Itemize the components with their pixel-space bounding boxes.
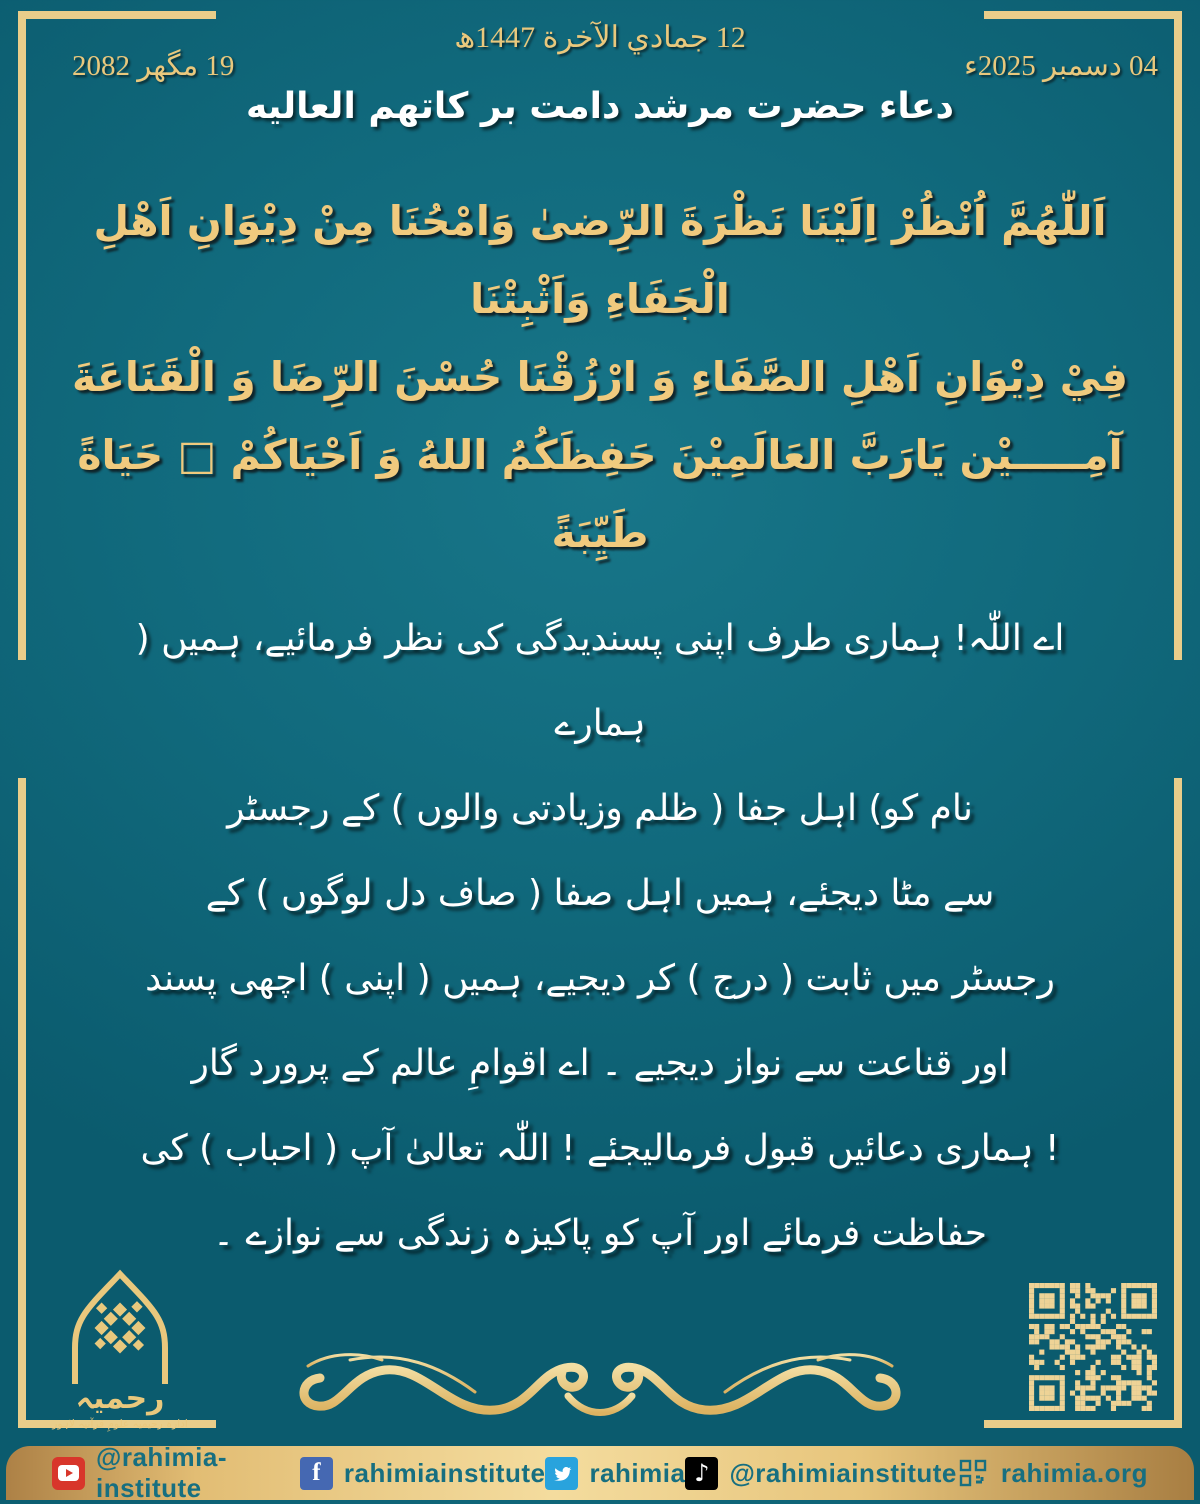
urdu-line: اے اللّٰہ! ہماری طرف اپنی پسندیدگی کی نظر فرمائیے، ہمیں ( ہمارے [135, 618, 1065, 744]
social-label: rahimiainstitute [343, 1457, 546, 1488]
urdu-line: سے مٹا دیجئے، ہمیں اہل صفا ( صاف دل لوگوں ) کے [205, 873, 995, 914]
urdu-line: حفاظت فرمائے اور آپ کو پاکیزہ زندگی سے نوازے ۔ [212, 1213, 988, 1254]
hijri-date: 12 جمادي الآخرة 1447ھ [454, 21, 746, 54]
arabic-line: آمِـــــيْن يَارَبَّ العَالَمِيْنَ حَفِظَكُمُ اللهُ وَ اَحْيَاكُمْ □ حَيَاةً طَيِّبَةً [77, 431, 1123, 557]
tiktok-icon: ♪ [685, 1457, 718, 1490]
qr-web-icon [957, 1457, 990, 1490]
urdu-translation [100, 596, 1100, 1276]
arabic-line: اَللّٰهُمَّ اُنْظُرْ اِلَيْنَا نَظْرَةَ الرِّضىٰ وَامْحُنَا مِنْ دِيْوَانِ اَهْلِ الْجَفَاءِ وَاَثْبِتْنَا [93, 197, 1107, 323]
rahimia-logo [40, 1266, 200, 1442]
urdu-line: رجسٹر میں ثابت ( درج ) کر دیجیے، ہمیں ( اپنی ) اچھی پسند [145, 958, 1055, 999]
frame-right-lower-segment [1174, 778, 1182, 1428]
frame-bottom-right-segment [984, 1420, 1182, 1428]
arabic-prayer [60, 182, 1140, 572]
social-label: @rahimiainstitute [729, 1457, 957, 1488]
urdu-line: نام کو) اہل جفا ( ظلم وزیادتی والوں ) کے رجسٹر [227, 788, 973, 829]
social-label: @rahimia-institute [96, 1442, 227, 1503]
flourish-ornament [290, 1336, 910, 1436]
facebook-icon: f [300, 1457, 333, 1490]
social-facebook[interactable] [300, 1457, 546, 1490]
arabic-line: فِيْ دِيْوَانِ اَهْلِ الصَّفَاءِ وَ ارْزُقْنَا حُسْنَ الرِّضَا وَ الْقَنَاعَةَ [71, 353, 1129, 401]
social-label: rahimia.org [1000, 1457, 1148, 1488]
twitter-icon [545, 1457, 578, 1490]
logo-arch-icon [40, 1266, 200, 1384]
logo-name: رحمیہ [75, 1381, 165, 1416]
social-tiktok[interactable] [685, 1457, 956, 1490]
urdu-line: ! ہماری دعائیں قبول فرمالیجئے ! اللّٰہ تعالیٰ آپ ( احباب ) کی [140, 1128, 1060, 1169]
bikrami-date: 19 مگھر 2082 [72, 50, 235, 82]
footer-social-bar [6, 1442, 1194, 1503]
frame-top-right-segment [984, 11, 1182, 19]
logo-subtitle: ادارہ رحیمیہ علومِ قرآنیہ لاہور [52, 1418, 188, 1430]
social-website[interactable] [957, 1457, 1148, 1490]
social-label: rahimia [589, 1457, 686, 1488]
social-twitter[interactable] [545, 1457, 685, 1490]
social-youtube[interactable] [52, 1442, 300, 1504]
qr-code [1029, 1283, 1157, 1411]
gregorian-date: 04 دسمبر 2025ء [964, 50, 1158, 82]
urdu-line: اور قناعت سے نواز دیجیے ۔ اے اقوامِ عالم کے پرورد گار [191, 1043, 1009, 1084]
page-title: دعاء حضرت مرشد دامت بر کاتهم العالیه [246, 86, 954, 127]
youtube-icon [52, 1457, 85, 1490]
frame-left-lower-segment [18, 778, 26, 1428]
frame-top-left-segment [18, 11, 216, 19]
